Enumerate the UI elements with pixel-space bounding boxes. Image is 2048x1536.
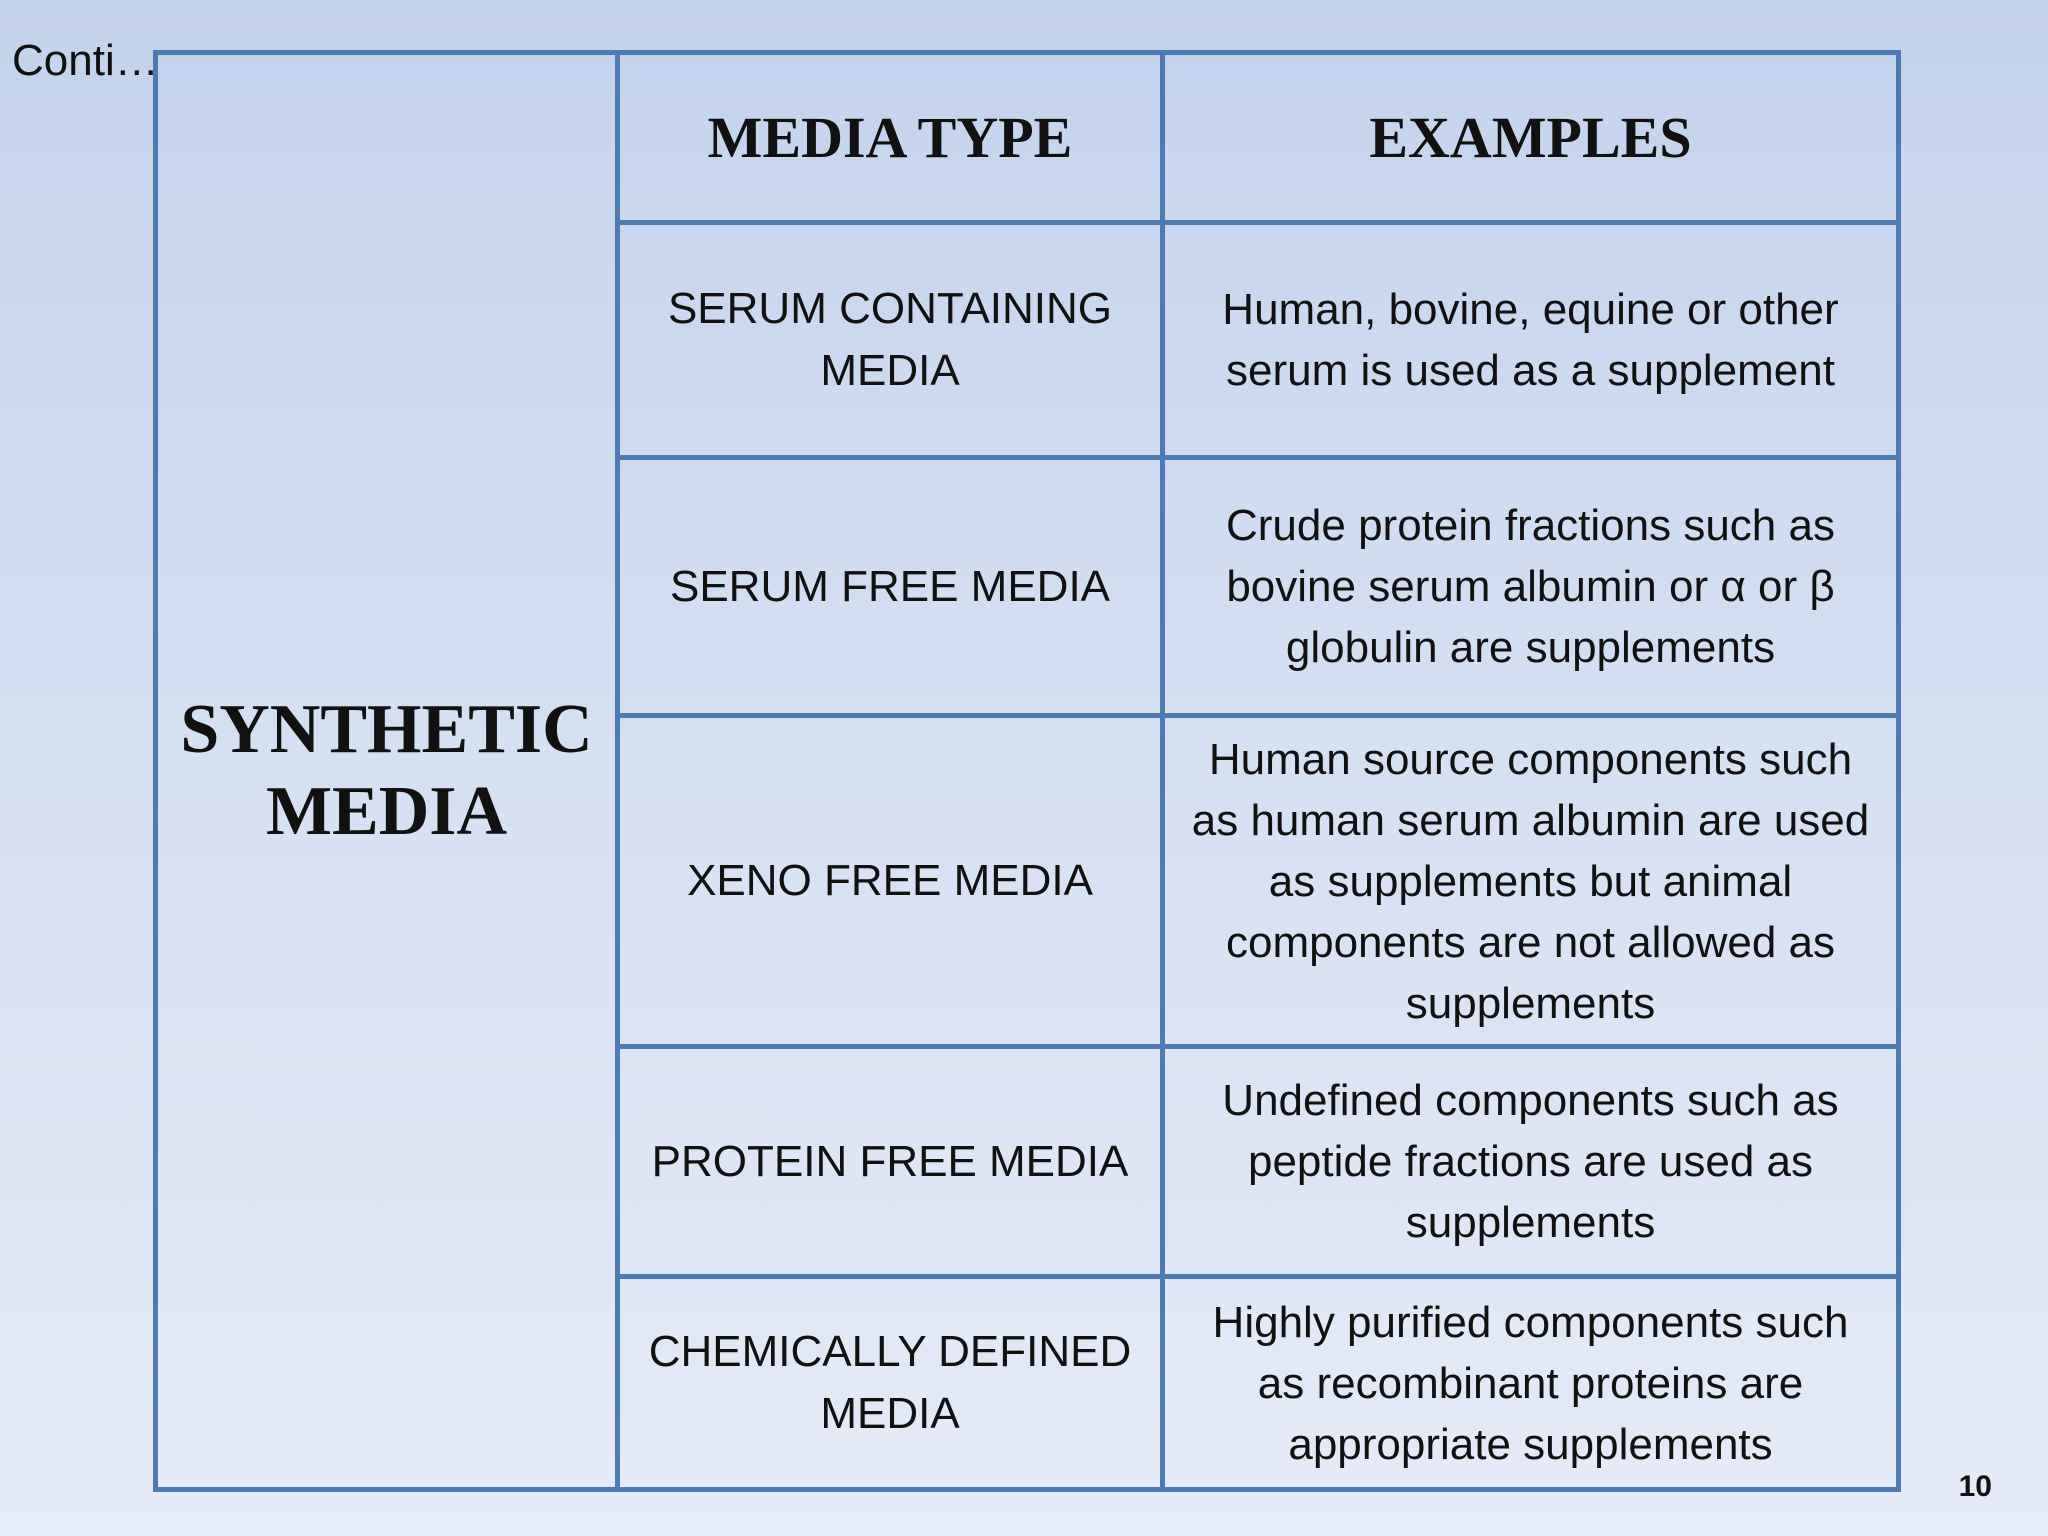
page-number: 10 [1958,1470,1992,1503]
example-cell: Human, bovine, equine or other serum is used as a supplement [1163,223,1899,458]
category-label-line-1: SYNTHETIC [180,691,593,768]
media-type-header: MEDIA TYPE [618,53,1163,223]
media-type-cell: CHEMICALLY DEFINED MEDIA [618,1277,1163,1490]
media-types-table [153,50,1901,1492]
continuation-label: Conti… [12,36,159,85]
media-type-cell: SERUM FREE MEDIA [618,458,1163,716]
example-cell: Highly purified components such as recombinant proteins are appropriate supplements [1163,1277,1899,1490]
category-label-line-2: MEDIA [265,773,508,850]
media-type-cell: XENO FREE MEDIA [618,716,1163,1047]
example-cell: Undefined components such as peptide fractions are used as supplements [1163,1047,1899,1277]
examples-header: EXAMPLES [1163,53,1899,223]
table-header-row [156,53,1899,223]
media-type-cell: SERUM CONTAINING MEDIA [618,223,1163,458]
media-type-cell: PROTEIN FREE MEDIA [618,1047,1163,1277]
example-cell: Crude protein fractions such as bovine serum albumin or α or β globulin are supplements [1163,458,1899,716]
category-cell [156,53,618,1490]
example-cell: Human source components such as human serum albumin are used as supplements but animal components are not allowed as supplements [1163,716,1899,1047]
